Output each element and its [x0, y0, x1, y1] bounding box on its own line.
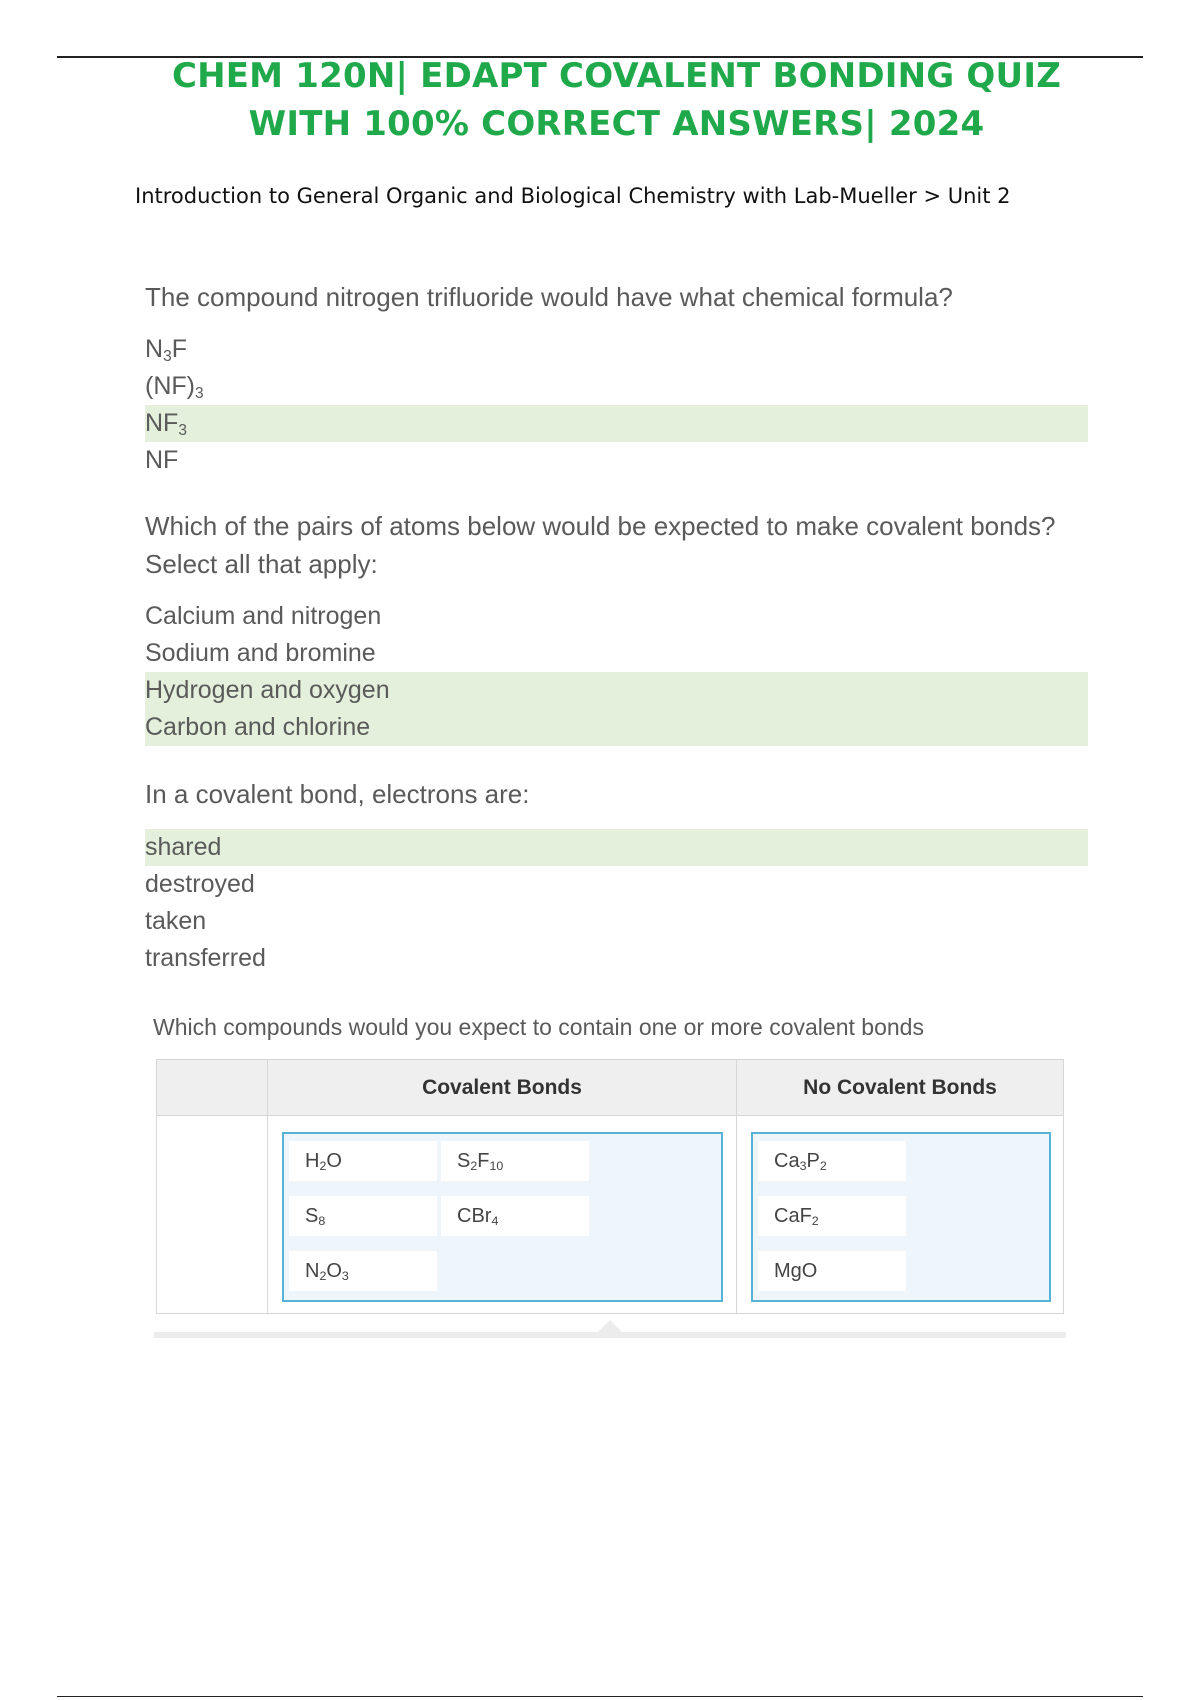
title-line-1: CHEM 120N| EDAPT COVALENT BONDING QUIZ: [171, 56, 1062, 96]
breadcrumb: Introduction to General Organic and Biological Chemistry with Lab-Mueller > Unit 2: [135, 184, 1011, 208]
question-3-options: [145, 829, 1088, 977]
drag-drop-table: [156, 1059, 1064, 1314]
question-1-text: The compound nitrogen trifluoride would have what chemical formula?: [145, 282, 953, 312]
q1-option-4: NF: [145, 446, 179, 474]
document-title: [0, 52, 1200, 148]
horizontal-scrollbar[interactable]: [154, 1332, 1066, 1338]
q1-option-1: $N_3F$: [145, 335, 187, 365]
q3-option-1-correct: shared: [145, 829, 1088, 866]
q1-option-3-correct: $NF_3$: [145, 405, 1088, 442]
compound-chip[interactable]: $N_2O_3$: [289, 1251, 437, 1291]
q2-option-1: Calcium and nitrogen: [145, 602, 382, 630]
q3-option-3: taken: [145, 907, 207, 935]
title-line-2: WITH 100% CORRECT ANSWERS| 2024: [248, 104, 985, 144]
column-header-covalent: Covalent Bonds: [422, 1076, 582, 1099]
compound-chip[interactable]: MgO: [758, 1251, 906, 1291]
compound-chip[interactable]: CaF$_2$: [758, 1196, 906, 1236]
question-2-options: [145, 598, 1088, 746]
q2-option-2: Sodium and bromine: [145, 639, 376, 667]
compound-chip[interactable]: $S_2F_{10}$: [441, 1141, 589, 1181]
scroll-indicator-icon: [598, 1320, 622, 1332]
q1-option-2: $(NF)_3$: [145, 372, 204, 402]
q2-option-3-correct: Hydrogen and oxygen: [145, 672, 1088, 709]
column-header-no-covalent: No Covalent Bonds: [803, 1076, 997, 1099]
bottom-rule: [57, 1696, 1143, 1697]
compound-chip[interactable]: $H_2O$: [289, 1141, 437, 1181]
drop-zone-no-covalent[interactable]: [751, 1132, 1051, 1302]
q2-option-4-correct: Carbon and chlorine: [145, 709, 1088, 746]
question-4-text: Which compounds would you expect to contain one or more covalent bonds: [153, 1014, 924, 1040]
q3-option-2: destroyed: [145, 870, 255, 898]
compound-chip[interactable]: $S_8$: [289, 1196, 437, 1236]
drop-zone-covalent[interactable]: [282, 1132, 723, 1302]
question-3-text: In a covalent bond, electrons are:: [145, 779, 530, 809]
question-1-options: [145, 331, 1088, 479]
q3-option-4: transferred: [145, 944, 266, 972]
compound-chip[interactable]: CBr$_4$: [441, 1196, 589, 1236]
question-2-text: Which of the pairs of atoms below would be expected to make covalent bonds? Select all that apply:: [145, 511, 1056, 579]
compound-chip[interactable]: $Ca_3P_2$: [758, 1141, 906, 1181]
